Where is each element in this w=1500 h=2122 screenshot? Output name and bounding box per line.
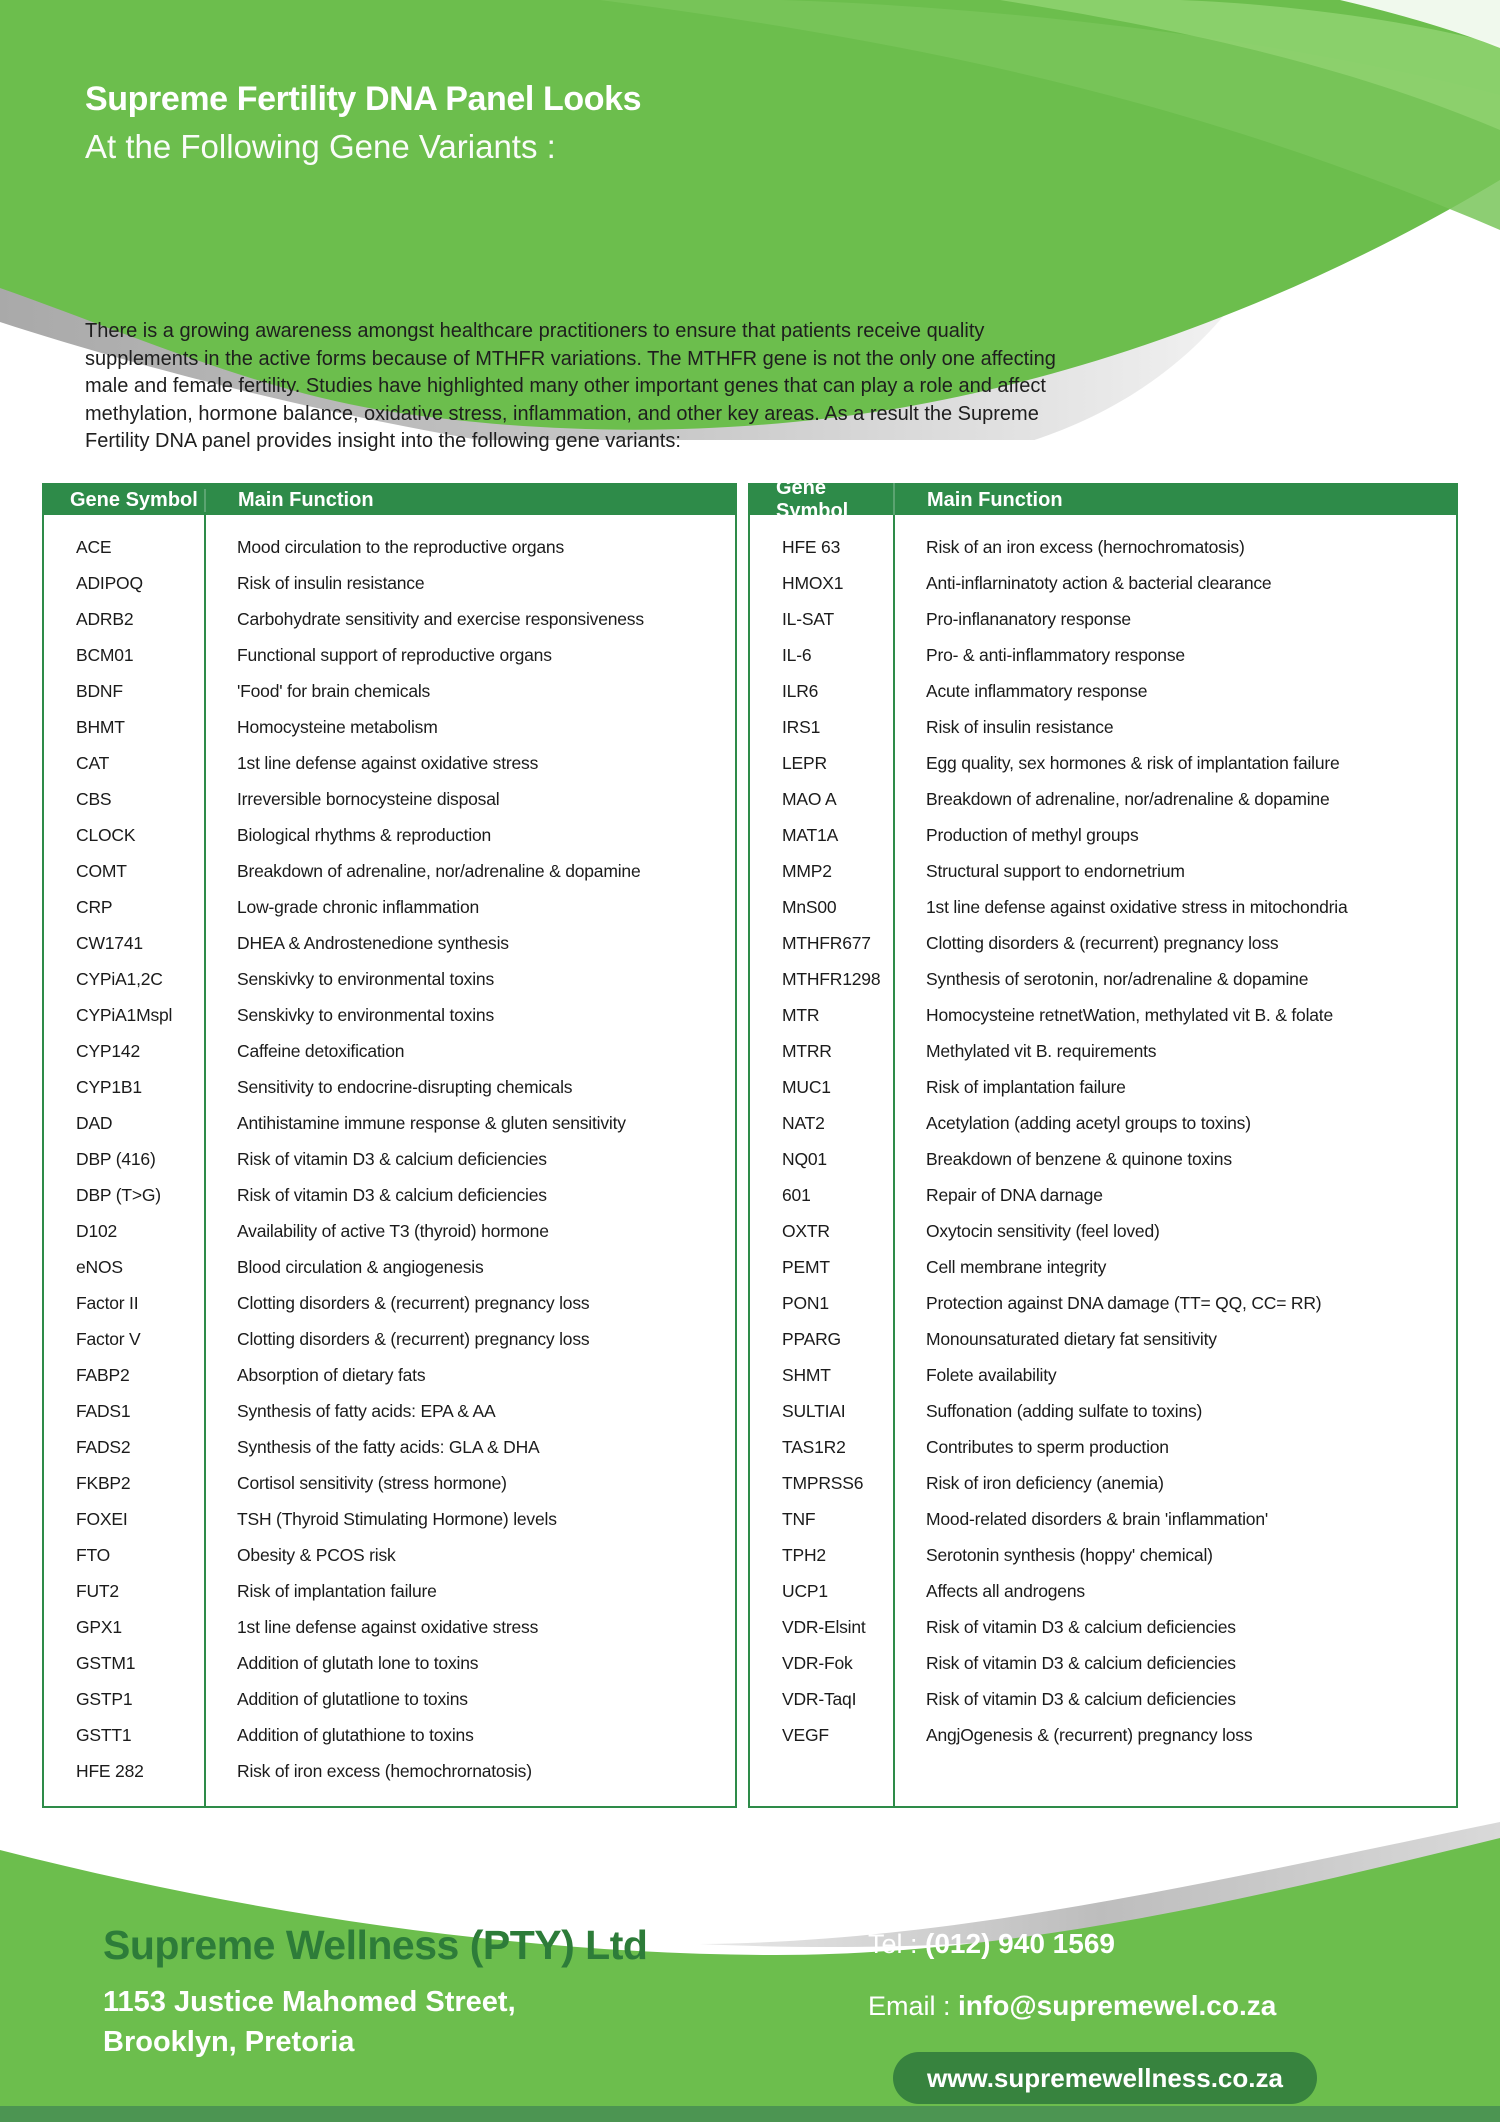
main-function-cell: Low-grade chronic inflammation: [237, 897, 480, 917]
main-function-cell: 1st line defense against oxidative stress in mitochondria: [926, 897, 1348, 917]
gene-symbol-cell: VDR-Fok: [782, 1653, 853, 1673]
main-function-cell: Synthesis of serotonin, nor/adrenaline & dopamine: [926, 969, 1309, 989]
gene-symbol-cell: TPH2: [782, 1545, 826, 1565]
bottom-bar: [0, 2106, 1500, 2122]
gene-symbol-column: [44, 515, 206, 1806]
gene-symbol-column-header: Gene Symbol: [750, 477, 895, 523]
main-function-cell: Clotting disorders & (recurrent) pregnancy loss: [237, 1329, 590, 1349]
main-function-cell: DHEA & Androstenedione synthesis: [237, 933, 509, 953]
gene-symbol-cell: MTR: [782, 1005, 820, 1025]
main-function-cell: Clotting disorders & (recurrent) pregnancy loss: [926, 933, 1279, 953]
intro-paragraph: [85, 318, 1056, 456]
main-function-cell: Senskivky to environmental toxins: [237, 1005, 494, 1025]
gene-symbol-cell: CLOCK: [76, 825, 136, 845]
address-line1: 1153 Justice Mahomed Street,: [103, 1986, 516, 2018]
gene-symbol-cell: MAO A: [782, 789, 837, 809]
gene-symbol-cell: MMP2: [782, 861, 832, 881]
gene-symbol-cell: HFE 282: [76, 1761, 144, 1781]
gene-symbol-cell: TMPRSS6: [782, 1473, 864, 1493]
gene-symbol-cell: DAD: [76, 1113, 113, 1133]
gene-symbol-cell: GPX1: [76, 1617, 122, 1637]
gene-symbol-cell: LEPR: [782, 753, 827, 773]
main-function-cell: Irreversible bornocysteine disposal: [237, 789, 500, 809]
gene-symbol-cell: FOXEI: [76, 1509, 128, 1529]
main-function-cell: Risk of vitamin D3 & calcium deficiencies: [237, 1185, 547, 1205]
main-function-cell: Acute inflammatory response: [926, 681, 1148, 701]
gene-symbol-cell: BDNF: [76, 681, 123, 701]
gene-symbol-cell: FABP2: [76, 1365, 130, 1385]
main-function-cell: Oxytocin sensitivity (feel loved): [926, 1221, 1160, 1241]
main-function-cell: Breakdown of adrenaline, nor/adrenaline & dopamine: [926, 789, 1330, 809]
email-line[interactable]: [868, 1990, 1276, 2022]
main-function-cell: Addition of glutath lone to toxins: [237, 1653, 479, 1673]
gene-symbol-cell: COMT: [76, 861, 127, 881]
website-button[interactable]: www.supremewellness.co.za: [893, 2052, 1317, 2104]
gene-symbol-cell: ADIPOQ: [76, 573, 143, 593]
telephone-line[interactable]: [868, 1928, 1115, 1960]
gene-symbol-cell: HFE 63: [782, 537, 841, 557]
main-function-cell: Risk of iron excess (hemochrornatosis): [237, 1761, 532, 1781]
table-body: [750, 515, 1456, 1806]
gene-symbol-cell: TNF: [782, 1509, 816, 1529]
table-header-row: [750, 477, 1456, 522]
gene-symbol-cell: D102: [76, 1221, 118, 1241]
gene-symbol-cell: CYPiA1Mspl: [76, 1005, 173, 1025]
gene-symbol-cell: CAT: [76, 753, 110, 773]
main-function-cell: Methylated vit B. requirements: [926, 1041, 1157, 1061]
main-function-cell: Synthesis of fatty acids: EPA & AA: [237, 1401, 496, 1421]
main-function-cell: Antihistamine immune response & gluten sensitivity: [237, 1113, 626, 1133]
main-function-cell: Affects all androgens: [926, 1581, 1085, 1601]
gene-symbol-cell: MnS00: [782, 897, 837, 917]
main-function-cell: Pro- & anti-inflammatory response: [926, 645, 1185, 665]
table-header-row: [44, 485, 735, 515]
gene-symbol-cell: PEMT: [782, 1257, 830, 1277]
gene-table-left: [42, 483, 737, 1808]
gene-symbol-cell: PON1: [782, 1293, 829, 1313]
main-function-cell: Risk of insulin resistance: [926, 717, 1114, 737]
gene-symbol-cell: IL-6: [782, 645, 812, 665]
gene-symbol-cell: Factor V: [76, 1329, 141, 1349]
main-function-cell: Protection against DNA damage (TT= QQ, CC= RR): [926, 1293, 1322, 1313]
gene-symbol-cell: ACE: [76, 537, 112, 557]
main-function-cell: Mood circulation to the reproductive organs: [237, 537, 565, 557]
email-label: Email :: [868, 1991, 959, 2021]
gene-symbol-cell: MAT1A: [782, 825, 839, 845]
main-function-cell: Acetylation (adding acetyl groups to toxins): [926, 1113, 1251, 1133]
main-function-cell: Pro-inflananatory response: [926, 609, 1131, 629]
gene-symbol-cell: CYP142: [76, 1041, 140, 1061]
main-function-cell: 1st line defense against oxidative stress: [237, 1617, 539, 1637]
gene-symbol-cell: SULTIAI: [782, 1401, 846, 1421]
table-body: [44, 515, 735, 1806]
intro-line: Fertility DNA panel provides insight into the following gene variants:: [85, 430, 681, 452]
gene-symbol-cell: NAT2: [782, 1113, 825, 1133]
main-function-cell: Caffeine detoxification: [237, 1041, 405, 1061]
gene-symbol-cell: GSTT1: [76, 1725, 132, 1745]
main-function-cell: Risk of vitamin D3 & calcium deficiencies: [926, 1653, 1236, 1673]
gene-symbol-cell: NQ01: [782, 1149, 827, 1169]
main-function-cell: 'Food' for brain chemicals: [237, 681, 431, 701]
main-function-cell: Senskivky to environmental toxins: [237, 969, 494, 989]
main-function-cell: Sensitivity to endocrine-disrupting chemicals: [237, 1077, 573, 1097]
main-function-cell: Blood circulation & angiogenesis: [237, 1257, 484, 1277]
gene-symbol-cell: UCP1: [782, 1581, 828, 1601]
main-function-cell: Risk of vitamin D3 & calcium deficiencies: [926, 1689, 1236, 1709]
main-function-cell: Clotting disorders & (recurrent) pregnancy loss: [237, 1293, 590, 1313]
gene-symbol-column: [750, 515, 895, 1806]
gene-symbol-cell: MTRR: [782, 1041, 832, 1061]
gene-symbol-cell: ILR6: [782, 681, 819, 701]
main-function-cell: Risk of iron deficiency (anemia): [926, 1473, 1164, 1493]
main-function-cell: Folete availability: [926, 1365, 1057, 1385]
main-function-cell: Risk of an iron excess (hernochromatosis): [926, 537, 1245, 557]
gene-symbol-cell: SHMT: [782, 1365, 831, 1385]
main-function-cell: Repair of DNA darnage: [926, 1185, 1103, 1205]
page-title: [85, 80, 641, 166]
gene-symbol-cell: GSTM1: [76, 1653, 136, 1673]
main-function-column: [206, 515, 735, 1806]
main-function-cell: Risk of vitamin D3 & calcium deficiencies: [237, 1149, 547, 1169]
gene-symbol-cell: FTO: [76, 1545, 111, 1565]
telephone-number[interactable]: (012) 940 1569: [925, 1928, 1115, 1959]
main-function-cell: 1st line defense against oxidative stress: [237, 753, 539, 773]
gene-symbol-cell: CRP: [76, 897, 113, 917]
gene-symbol-cell: ADRB2: [76, 609, 134, 629]
main-function-cell: Biological rhythms & reproduction: [237, 825, 492, 845]
main-function-cell: Cortisol sensitivity (stress hormone): [237, 1473, 507, 1493]
gene-symbol-cell: MUC1: [782, 1077, 831, 1097]
gene-table-right: [748, 477, 1458, 1808]
page-title-line1: Supreme Fertility DNA Panel Looks: [85, 80, 642, 118]
main-function-cell: Addition of glutathione to toxins: [237, 1725, 474, 1745]
main-function-cell: TSH (Thyroid Stimulating Hormone) levels: [237, 1509, 557, 1529]
gene-symbol-cell: FADS1: [76, 1401, 131, 1421]
gene-symbol-cell: FUT2: [76, 1581, 119, 1601]
main-function-cell: Addition of glutatlione to toxins: [237, 1689, 468, 1709]
gene-symbol-cell: eNOS: [76, 1257, 123, 1277]
gene-symbol-cell: MTHFR1298: [782, 969, 881, 989]
gene-symbol-cell: CW1741: [76, 933, 143, 953]
main-function-cell: Risk of vitamin D3 & calcium deficiencies: [926, 1617, 1236, 1637]
main-function-cell: Homocysteine metabolism: [237, 717, 438, 737]
gene-symbol-cell: CYP1B1: [76, 1077, 142, 1097]
gene-symbol-cell: HMOX1: [782, 573, 844, 593]
gene-symbol-cell: DBP (416): [76, 1149, 156, 1169]
gene-symbol-cell: VDR-Elsint: [782, 1617, 866, 1637]
intro-line: supplements in the active forms because of MTHFR variations. The MTHFR gene is not the only one affecting: [85, 347, 1056, 370]
intro-line: male and female fertility. Studies have highlighted many other important genes that can play a role and affect: [85, 375, 1046, 397]
main-function-cell: Anti-inflarninatoty action & bacterial clearance: [926, 573, 1272, 593]
main-function-cell: Functional support of reproductive organs: [237, 645, 552, 665]
page-title-line2: At the Following Gene Variants :: [85, 128, 556, 165]
main-function-cell: Production of methyl groups: [926, 825, 1139, 845]
gene-symbol-cell: VDR-TaqI: [782, 1689, 857, 1709]
gene-symbol-cell: VEGF: [782, 1725, 829, 1745]
gene-symbol-cell: TAS1R2: [782, 1437, 846, 1457]
main-function-cell: Risk of implantation failure: [237, 1581, 437, 1601]
main-function-cell: Serotonin synthesis (hoppy' chemical): [926, 1545, 1213, 1565]
gene-symbol-cell: CYPiA1,2C: [76, 969, 163, 989]
gene-symbol-cell: IL-SAT: [782, 609, 834, 629]
main-function-cell: Monounsaturated dietary fat sensitivity: [926, 1329, 1217, 1349]
intro-line: methylation, hormone balance, oxidative stress, inflammation, and other key areas. As a result the Supreme: [85, 402, 1039, 425]
main-function-column: [895, 515, 1456, 1806]
gene-symbol-cell: FADS2: [76, 1437, 131, 1457]
main-function-cell: Homocysteine retnetWation, methylated vit B. & folate: [926, 1005, 1333, 1025]
gene-symbol-cell: MTHFR677: [782, 933, 871, 953]
gene-symbol-cell: CBS: [76, 789, 112, 809]
gene-symbol-cell: BHMT: [76, 717, 125, 737]
main-function-cell: Obesity & PCOS risk: [237, 1545, 396, 1565]
gene-symbol-cell: PPARG: [782, 1329, 841, 1349]
gene-symbol-cell: FKBP2: [76, 1473, 131, 1493]
main-function-column-header: Main Function: [238, 488, 374, 511]
main-function-cell: Mood-related disorders & brain 'inflammation': [926, 1509, 1269, 1529]
main-function-cell: Synthesis of the fatty acids: GLA & DHA: [237, 1437, 540, 1457]
gene-symbol-cell: IRS1: [782, 717, 821, 737]
main-function-cell: Risk of implantation failure: [926, 1077, 1126, 1097]
main-function-cell: Structural support to endornetrium: [926, 861, 1185, 881]
gene-symbol-cell: BCM01: [76, 645, 134, 665]
main-function-cell: Risk of insulin resistance: [237, 573, 425, 593]
gene-symbol-cell: DBP (T>G): [76, 1185, 161, 1205]
gene-symbol-cell: OXTR: [782, 1221, 830, 1241]
intro-line: There is a growing awareness amongst healthcare practitioners to ensure that patients receive quality: [85, 320, 985, 342]
gene-tables: [42, 477, 1458, 1808]
main-function-cell: Egg quality, sex hormones & risk of implantation failure: [926, 753, 1340, 773]
main-function-cell: Absorption of dietary fats: [237, 1365, 426, 1385]
main-function-cell: Carbohydrate sensitivity and exercise responsiveness: [237, 609, 644, 629]
main-function-cell: Suffonation (adding sulfate to toxins): [926, 1401, 1203, 1421]
main-function-cell: Breakdown of benzene & quinone toxins: [926, 1149, 1232, 1169]
email-address[interactable]: info@supremewel.co.za: [958, 1990, 1277, 2021]
gene-symbol-cell: Factor II: [76, 1293, 139, 1313]
main-function-cell: Cell membrane integrity: [926, 1257, 1107, 1277]
company-name: Supreme Wellness (PTY) Ltd: [103, 1922, 648, 1968]
address-line2: Brooklyn, Pretoria: [103, 2026, 355, 2058]
main-function-cell: Contributes to sperm production: [926, 1437, 1169, 1457]
main-function-cell: AngjOgenesis & (recurrent) pregnancy loss: [926, 1725, 1253, 1745]
gene-symbol-cell: GSTP1: [76, 1689, 133, 1709]
gene-symbol-cell: 601: [782, 1185, 811, 1205]
main-function-cell: Availability of active T3 (thyroid) hormone: [237, 1221, 549, 1241]
telephone-label: Tel :: [868, 1929, 926, 1959]
gene-symbol-column-header: Gene Symbol: [44, 489, 206, 512]
main-function-cell: Breakdown of adrenaline, nor/adrenaline & dopamine: [237, 861, 641, 881]
main-function-column-header: Main Function: [927, 488, 1063, 511]
